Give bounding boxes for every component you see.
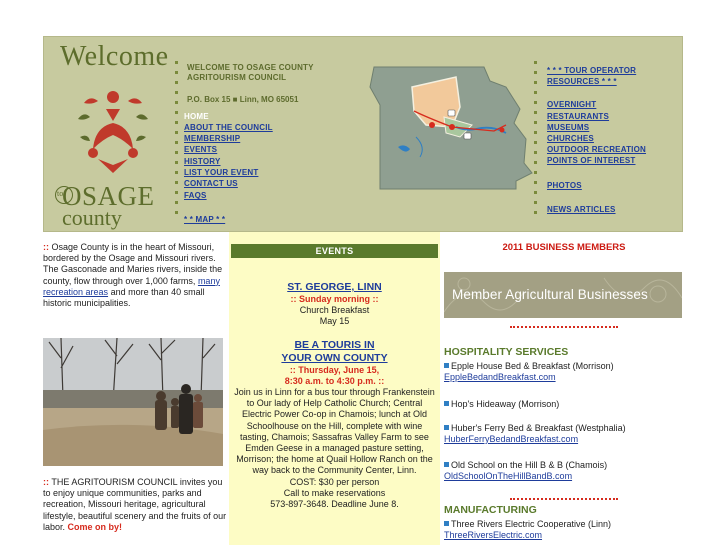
event-title-line2[interactable]: YOUR OWN COUNTY: [281, 351, 388, 364]
member-name: Huber's Ferry Bed & Breakfast (Westphalia): [451, 423, 626, 433]
banner-text: Member Agricultural Businesses: [452, 287, 648, 302]
member-link[interactable]: OldSchoolOnTheHillBandB.com: [444, 471, 573, 481]
council-title: WELCOME TO OSAGE COUNTY AGRITOURISM COUNCIL: [187, 63, 314, 82]
logo-county-text: county: [62, 205, 122, 230]
events-panel: [229, 232, 440, 545]
event-time-line2: 8:30 a.m. to 4:30 p.m. ::: [284, 375, 385, 386]
logo-welcome-text: Welcome: [60, 41, 169, 72]
event-title-line1[interactable]: BE A TOURIS IN: [294, 338, 375, 351]
manufacturing-heading: MANUFACTURING: [444, 504, 537, 516]
bullet-square-icon: [444, 521, 449, 526]
event-phone: 573-897-3648. Deadline June 8.: [270, 499, 399, 510]
farm-family-photo: [43, 338, 223, 466]
nav-about-the-council[interactable]: ABOUT THE COUNCIL: [184, 123, 273, 132]
logo-to-text: to: [57, 189, 64, 198]
main-nav: [184, 111, 273, 226]
hospitality-heading: HOSPITALITY SERVICES: [444, 346, 569, 358]
nav-churches[interactable]: CHURCHES: [547, 134, 594, 144]
member-link[interactable]: EppleBedandBreakfast.com: [444, 372, 556, 382]
intro-section: [43, 242, 223, 309]
member-name: Hop's Hideaway (Morrison): [451, 399, 560, 409]
member-epple-house: [444, 361, 614, 383]
member-name: Old School on the Hill B & B (Chamois): [451, 460, 608, 470]
dotted-separator: [510, 326, 618, 328]
resources-nav: [547, 65, 677, 215]
nav-overnight[interactable]: OVERNIGHT: [547, 100, 597, 110]
nav-home[interactable]: HOME: [184, 112, 209, 121]
agritourism-marker: ::: [43, 477, 49, 487]
nav-restaurants[interactable]: RESTAURANTS: [547, 111, 610, 121]
member-link[interactable]: HuberFerryBedandBreakfast.com: [444, 434, 579, 444]
events-heading: EVENTS: [231, 244, 438, 258]
nav-news-articles[interactable]: NEWS ARTICLES: [547, 204, 616, 214]
council-address: P.O. Box 15 ■ Linn, MO 65051: [187, 95, 299, 104]
member-hubers-ferry: [444, 423, 626, 445]
come-on-by-text: Come on by!: [67, 521, 123, 532]
nav-photos[interactable]: PHOTOS: [547, 180, 582, 190]
recreation-areas-link[interactable]: many recreation areas: [43, 275, 220, 297]
event-line: May 15: [319, 316, 350, 327]
council-info: [187, 63, 367, 104]
nav-tour-operator-resources[interactable]: * * * TOUR OPERATOR RESOURCES * * *: [547, 66, 637, 87]
nav-history[interactable]: HISTORY: [184, 156, 221, 166]
member-three-rivers: [444, 519, 611, 541]
event-time: :: Sunday morning ::: [290, 294, 379, 304]
member-hops-hideaway: [444, 399, 559, 410]
member-old-school: [444, 460, 607, 482]
member-name: Epple House Bed & Breakfast (Morrison): [451, 361, 614, 371]
intro-text-before: Osage County is in the heart of Missouri, bordered by the Osage and Missouri rivers. The Gasconade and Maries rivers, inside the county, flow through over 1,000 farms,: [43, 242, 223, 286]
nav-museums[interactable]: MUSEUMS: [547, 122, 590, 132]
dotted-separator: [510, 498, 618, 500]
members-section: [444, 242, 684, 540]
intro-marker: ::: [43, 242, 49, 252]
dotted-divider-left: [175, 61, 178, 221]
event-time-line1: :: Thursday, June 15,: [289, 364, 380, 375]
event-line: Church Breakfast: [299, 305, 370, 316]
logo-osage-text: OSAGE: [62, 181, 155, 211]
bullet-square-icon: [444, 425, 449, 430]
nav-outdoor-recreation[interactable]: OUTDOOR RECREATION: [547, 145, 647, 155]
folk-art-icon: [68, 79, 158, 179]
agritourism-paragraph: [43, 477, 228, 533]
nav-membership[interactable]: MEMBERSHIP: [184, 134, 241, 144]
bullet-square-icon: [444, 462, 449, 467]
member-businesses-banner: [444, 272, 682, 318]
agritourism-text: THE AGRITOURISM COUNCIL invites you to enjoy unique communities, parks and recreation, Missouri heritage, agricultural lifestyle, beautiful scenery and the fruits of our labor.: [43, 477, 227, 532]
member-name: Three Rivers Electric Cooperative (Linn): [451, 519, 612, 529]
nav-points-of-interest[interactable]: POINTS OF INTEREST: [547, 156, 636, 166]
intro-paragraph: [43, 242, 223, 309]
intro-text-after: and more than 40 small historic municipalities.: [43, 286, 205, 309]
nav-contact-us[interactable]: CONTACT US: [184, 179, 238, 189]
missouri-map-icon[interactable]: [356, 47, 541, 197]
nav-events[interactable]: EVENTS: [184, 145, 218, 155]
agritourism-section: [43, 477, 228, 533]
member-link[interactable]: ThreeRiversElectric.com: [444, 530, 543, 540]
nav-faqs[interactable]: FAQS: [184, 191, 207, 201]
event-description: Join us in Linn for a bus tour through Frankenstein to Our lady of Help Catholic Church; Central Electric Power Co-op in Chamois; lunch at Old Schoolhouse on the Hill, complete with wine tasting, Chamois; Sassafras Valley Farm to see Emden Geese in a managed pasture setting, Morrison; the home at Quail Hollow Ranch on the way back to the Community Center, Linn.: [234, 387, 435, 476]
bullet-square-icon: [444, 363, 449, 368]
event-tourist-own-county: [229, 339, 440, 511]
members-title: 2011 BUSINESS MEMBERS: [502, 242, 626, 253]
bullet-square-icon: [444, 401, 449, 406]
nav-list-your-event[interactable]: LIST YOUR EVENT: [184, 167, 259, 177]
event-call: Call to make reservations: [283, 487, 386, 498]
dotted-divider-right: [534, 61, 537, 221]
nav-map[interactable]: * * MAP * *: [184, 215, 226, 225]
welcome-logo[interactable]: [48, 39, 170, 229]
site-header: [43, 36, 683, 232]
event-cost: COST: $30 per person: [289, 476, 380, 487]
event-title-st-george[interactable]: ST. GEORGE, LINN: [287, 281, 382, 293]
event-st-george: [229, 281, 440, 328]
